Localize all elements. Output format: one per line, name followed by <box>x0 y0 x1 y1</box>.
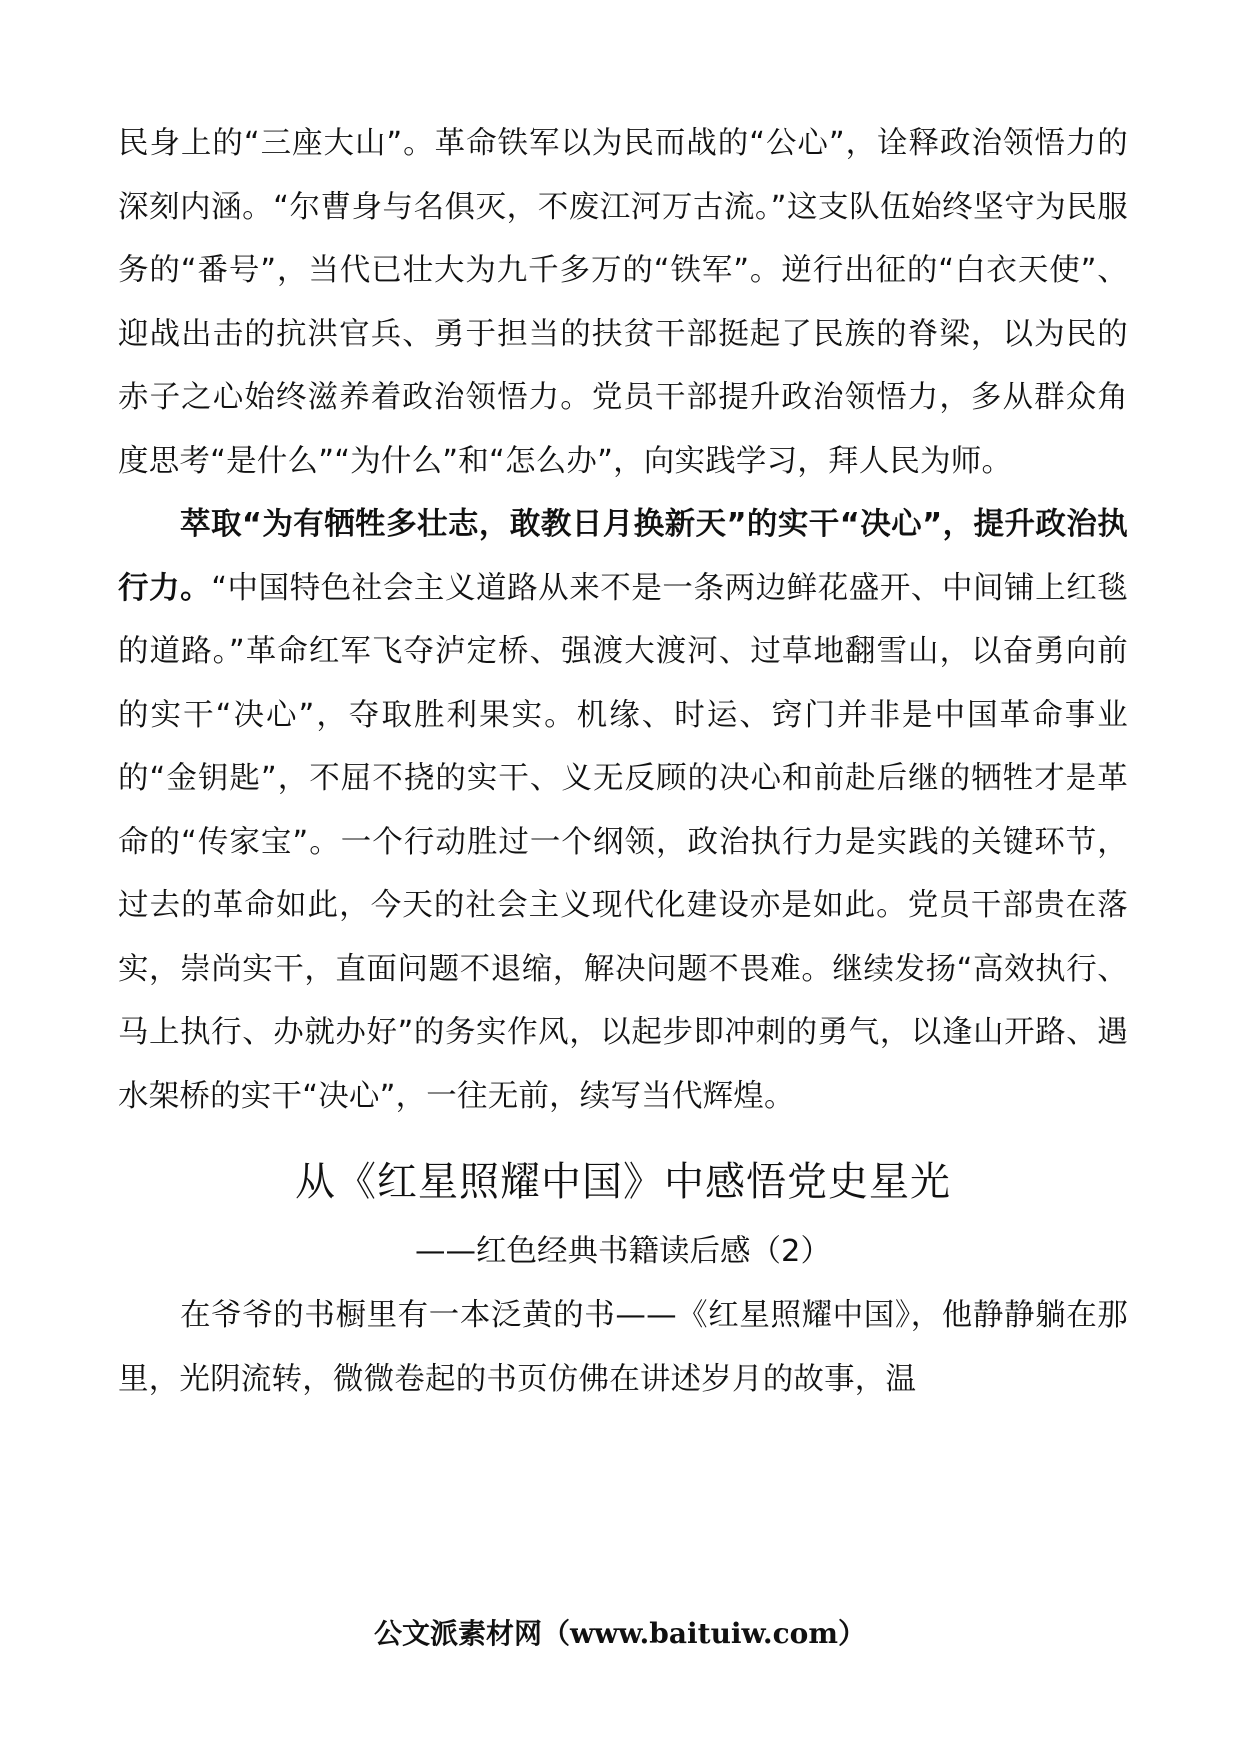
document-page <box>118 112 1128 1411</box>
paragraph-heading-bold: 萃取“为有牺牲多壮志，敢教日月换新天”的实干“决心”，提升政治执行力。 <box>118 507 1128 606</box>
footer-watermark: 公文派素材网（www.baituiw.com） <box>374 1617 866 1650</box>
paragraph-political-understanding: 民身上的“三座大山”。革命铁军以为民而战的“公心”，诠释政治领悟力的深刻内涵。“尔曹身与名俱灭，不废江河万古流。”这支队伍始终坚守为民服务的“番号”，当代已壮大为九千多万的“铁军”。逆行出征的“白衣天使”、迎战出击的抗洪官兵、勇于担当的扶贫干部挺起了民族的脊梁，以为民的赤子之心始终滋养着政治领悟力。党员干部提升政治领悟力，多从群众角度思考“是什么”“为什么”和“怎么办”，向实践学习，拜人民为师。 <box>118 126 1128 479</box>
article-title: 从《红星照耀中国》中感悟党史星光 <box>295 1159 951 1205</box>
paragraph-political-execution <box>118 493 1128 1128</box>
paragraph-body-text: “中国特色社会主义道路从来不是一条两边鲜花盛开、中间铺上红毯的道路。”革命红军飞夺泸定桥、强渡大渡河、过草地翻雪山，以奋勇向前的实干“决心”，夺取胜利果实。机缘、时运、窍门并非是中国革命事业的“金钥匙”，不屈不挠的实干、义无反顾的决心和前赴后继的牺牲才是革命的“传家宝”。一个行动胜过一个纲领，政治执行力是实践的关键环节，过去的革命如此，今天的社会主义现代化建设亦是如此。党员干部贵在落实，崇尚实干，直面问题不退缩，解决问题不畏难。继续发扬“高效执行、马上执行、办就办好”的务实作风，以起步即冲刺的勇气，以逢山开路、遇水架桥的实干“决心”，一往无前，续写当代辉煌。 <box>118 570 1128 1114</box>
article-subtitle: ——红色经典书籍读后感（2） <box>415 1234 831 1269</box>
paragraph-intro: 在爷爷的书橱里有一本泛黄的书——《红星照耀中国》，他静静躺在那里，光阴流转，微微卷起的书页仿佛在讲述岁月的故事，温 <box>118 1298 1128 1397</box>
